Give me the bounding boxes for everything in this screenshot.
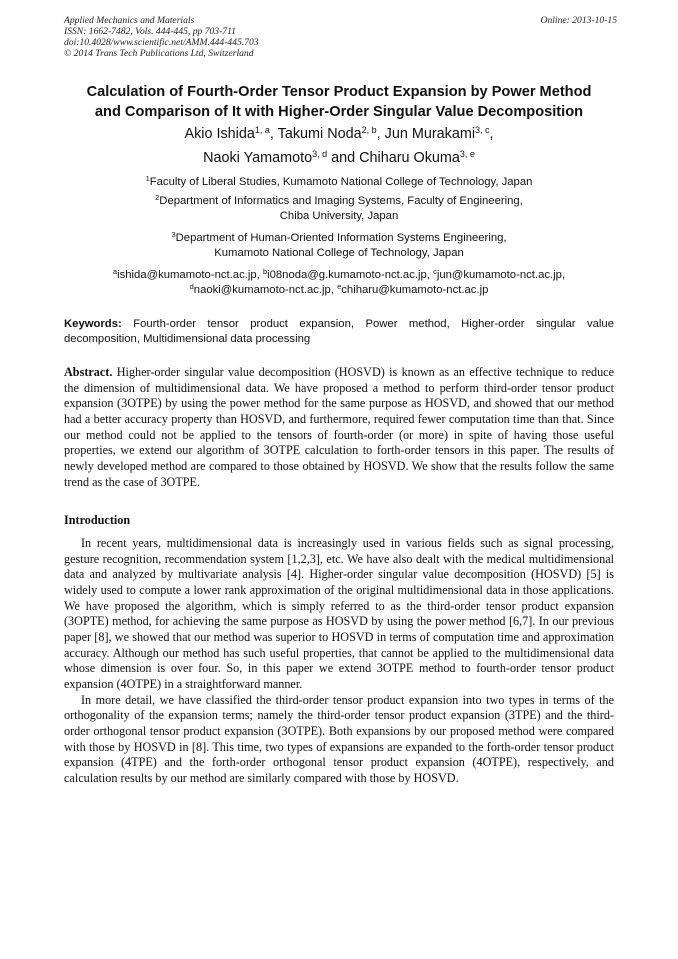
introduction-body (64, 536, 614, 787)
affiliation-text: Faculty of Liberal Studies, Kumamoto National College of Technology, Japan (149, 176, 533, 188)
author-superscript: 3, d (312, 149, 328, 159)
email-link[interactable]: jun@kumamoto-nct.ac.jp (436, 269, 562, 281)
email-superscript: c (433, 267, 437, 276)
author-line-2 (40, 146, 638, 170)
email-separator: , (256, 269, 263, 281)
issn-line: ISSN: 1662-7482, Vols. 444-445, pp 703-711 (64, 26, 236, 37)
email-link[interactable]: ishida@kumamoto-nct.ac.jp (117, 269, 257, 281)
author-separator: , (489, 126, 494, 142)
journal-name: Applied Mechanics and Materials (64, 15, 195, 26)
keywords-text: Fourth-order tensor product expansion, Power method, Higher-order singular value decomposition, Multidimensional data processing (64, 318, 614, 345)
author-list (40, 122, 638, 170)
author-superscript: 3, e (459, 149, 475, 159)
email-link[interactable]: chiharu@kumamoto-nct.ac.jp (341, 283, 489, 296)
affiliation-text: Department of Informatics and Imaging Systems, Faculty of Engineering, (159, 195, 523, 207)
online-date: Online: 2013-10-15 (540, 15, 617, 26)
author-conjunction: and (327, 150, 360, 166)
keywords-label: Keywords: (64, 318, 122, 330)
affiliation-line: Chiba University, Japan (279, 209, 399, 222)
email-superscript: b (262, 267, 268, 276)
affiliation-3 (40, 231, 638, 260)
email-separator: , (426, 269, 434, 281)
keywords-block (64, 317, 614, 346)
email-line-2 (40, 283, 638, 298)
email-separator: , (330, 283, 338, 296)
paper-title (40, 82, 638, 122)
author-name: Naoki Yamamoto (203, 150, 313, 166)
doi-line: doi:10.4028/www.scientific.net/AMM.444-445.703 (64, 37, 259, 48)
journal-header (64, 15, 617, 59)
author-emails (40, 268, 638, 297)
author-name: Akio Ishida (184, 126, 255, 142)
email-superscript: d (189, 281, 194, 291)
title-line-2: and Comparison of It with Higher-Order Singular Value Decomposition (94, 104, 584, 120)
abstract-text: Higher-order singular value decomposition (HOSVD) is known as an effective technique to reduce the dimension of multidimensional data. We have proposed a method to perform third-order tensor product expansion (3OTPE) by using the power method for the same purpose as HOSVD, and showed that our method had a better accuracy property than HOSVD, and furthermore, required fewer computation time than that. Since our method could not be applied to the tensors of fourth-order (or more) in spite of having those useful properties, we extend our algorithm of 3OTPE calculation to forth-order tensors in this paper. The results of newly developed method are compared to those obtained by HOSVD. We show that the results follow the same trend as the case of 3OTPE. (64, 365, 614, 489)
author-name: Takumi Noda (277, 126, 362, 142)
author-separator: , (269, 126, 278, 142)
author-superscript: 2, b (361, 125, 377, 135)
author-name: Chiharu Okuma (359, 150, 460, 166)
author-superscript: 3, c (475, 125, 490, 135)
title-line-1: Calculation of Fourth-Order Tensor Product Expansion by Power Method (86, 84, 592, 100)
affiliation-number: 1 (145, 174, 150, 183)
affiliation-line: Kumamoto National College of Technology, Japan (214, 246, 464, 259)
affiliation-line (40, 231, 638, 246)
author-separator: , (376, 126, 385, 142)
affiliation-line (40, 194, 638, 209)
abstract-label: Abstract. (64, 365, 113, 379)
section-heading-introduction: Introduction (64, 513, 131, 527)
abstract-block (64, 365, 614, 490)
email-line-1 (40, 268, 638, 283)
author-name: Jun Murakami (384, 126, 476, 142)
paragraph: In recent years, multidimensional data is increasingly used in various fields such as signal processing, gesture recognition, recommendation system [1,2,3], etc. We have also dealt with the medical multidimensional data and analyzed by multivariate analysis [4]. Higher-order singular value decomposition (HOSVD) [5] is widely used to compute a lower rank approximation of the original multidimensional data in those applications. We have proposed the algorithm, which is simply referred to as the third-order tensor product expansion (3OPTE) method, for achieving the same purpose as HOSVD by using the power method [6,7]. In our previous paper [8], we showed that our method was superior to HOSVD in terms of computation time and approximation accuracy. Although our method has such useful properties, that cannot be applied to the multidimensional data whose dimension is over four. So, in this paper we extend 3OTPE method to fourth-order tensor product expansion (4OTPE) in a straightforward manner. (64, 536, 614, 691)
email-link[interactable]: naoki@kumamoto-nct.ac.jp (193, 283, 331, 296)
email-superscript: a (112, 267, 118, 276)
affiliation-text: Department of Human-Oriented Information Systems Engineering, (175, 232, 507, 244)
affiliation-number: 2 (155, 193, 160, 202)
email-separator: , (561, 269, 566, 281)
author-superscript: 1, a (254, 125, 270, 135)
email-superscript: e (337, 281, 342, 291)
affiliation-2 (40, 194, 638, 223)
author-line-1 (40, 122, 638, 146)
paragraph: In more detail, we have classified the third-order tensor product expansion into two types in terms of the orthogonality of the expansion terms; namely the third-order tensor product expansion (3TPE) and the third-order orthogonal tensor product expansion (3OTPE). Both expansions by our proposed method were compared with those by HOSVD in [8]. This time, two types of expansions are expanded to the forth-order tensor product expansion (4TPE) and the forth-order orthogonal tensor product expansion (4OTPE), respectively, and calculation results by our method are similarly compared with those by HOSVD. (64, 692, 614, 785)
email-link[interactable]: i08noda@g.kumamoto-nct.ac.jp (267, 269, 427, 281)
copyright-line: © 2014 Trans Tech Publications Ltd, Switzerland (64, 48, 254, 59)
affiliation-1 (40, 175, 638, 190)
affiliation-number: 3 (171, 230, 176, 239)
